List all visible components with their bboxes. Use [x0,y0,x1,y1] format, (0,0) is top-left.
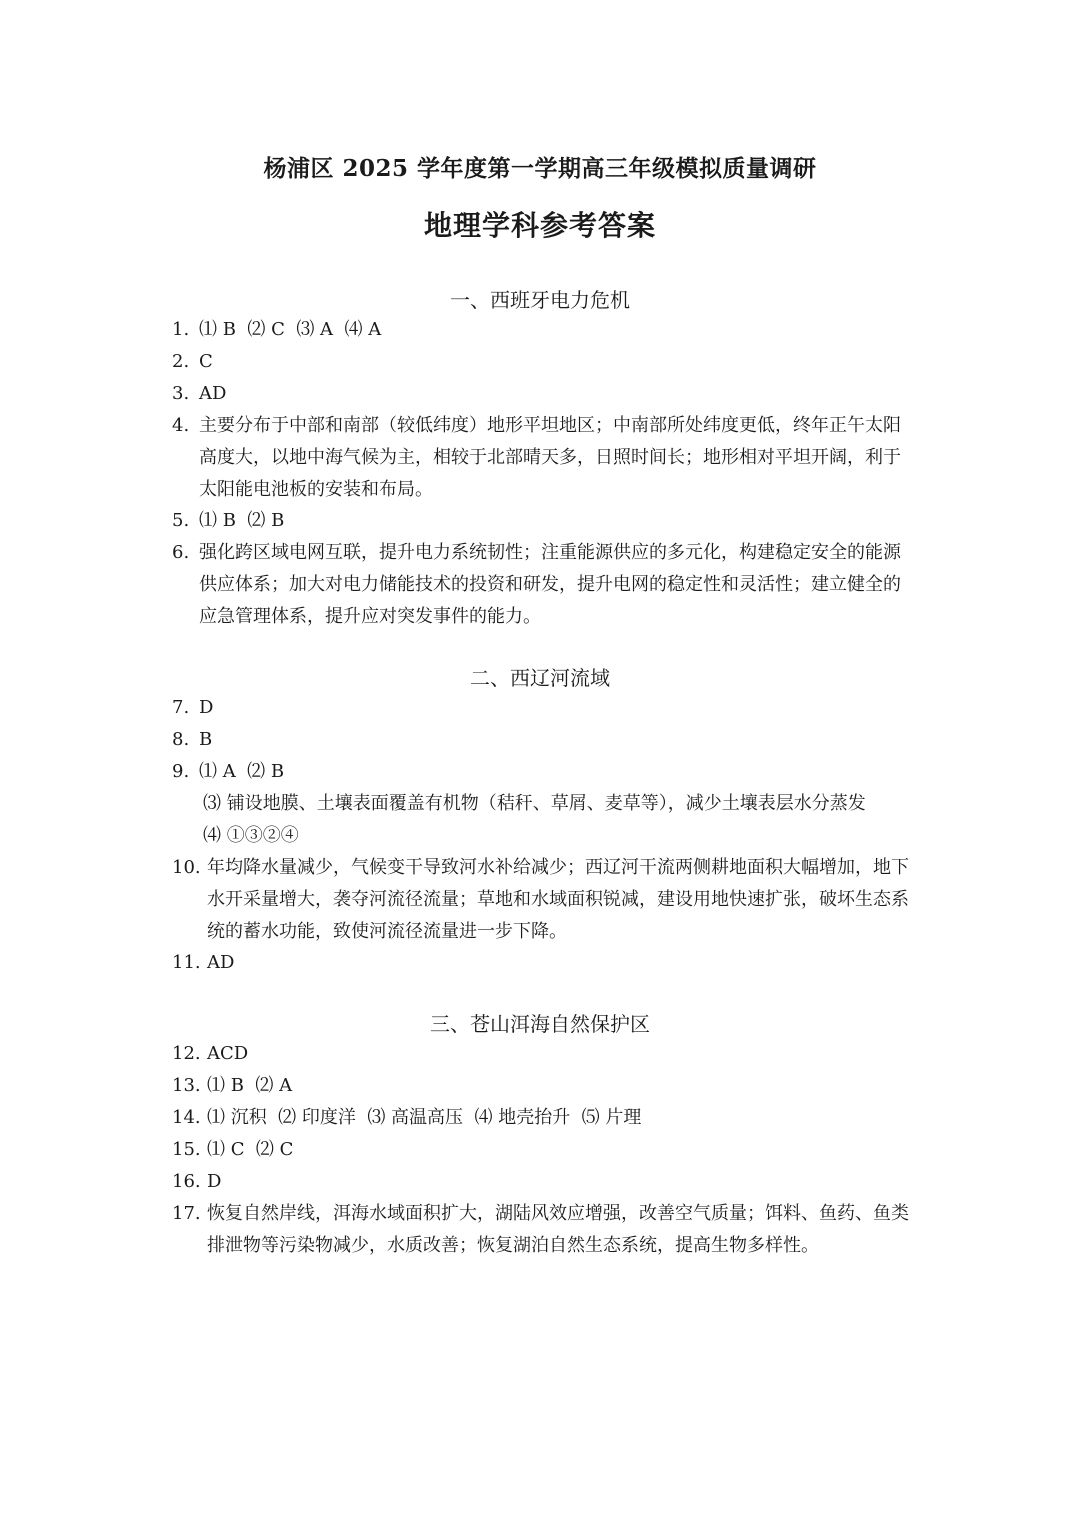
item-text: ⑴ B ⑵ C ⑶ A ⑷ A [199,319,382,340]
answer-item [172,1166,912,1198]
item-number: 17. [172,1203,201,1224]
item-number: 4. [172,415,190,436]
item-text: ⑴ 沉积 ⑵ 印度洋 ⑶ 高温高压 ⑷ 地壳抬升 ⑸ 片理 [207,1107,642,1128]
item-number: 11. [172,952,201,973]
item-number: 8. [172,729,190,750]
document-title: 杨浦区 2025 学年度第一学期高三年级模拟质量调研 [263,155,817,182]
answer-item [172,947,912,979]
item-text: 恢复自然岸线，洱海水域面积扩大，湖陆风效应增强，改善空气质量；饵料、鱼药、鱼类排泄物等污染物减少，水质改善；恢复湖泊自然生态系统，提高生物多样性。 [207,1203,909,1256]
section-heading: 二、西辽河流域 [470,666,610,690]
answer-item [172,852,912,948]
item-text: ⑴ B ⑵ B [199,510,285,531]
item-text: AD [207,952,235,973]
answer-item [172,1134,912,1166]
answer-item [172,1102,912,1134]
answer-item [172,724,912,756]
answer-item [172,378,912,410]
item-number: 14. [172,1107,201,1128]
item-number: 16. [172,1171,201,1192]
answer-item [172,346,912,378]
answer-item [172,1198,912,1262]
item-number: 5. [172,510,190,531]
answer-subitem: ⑷ ①③②④ [203,825,299,846]
item-number: 7. [172,697,190,718]
answer-item [172,1070,912,1102]
item-text: ⑴ B ⑵ A [207,1075,293,1096]
item-text: 强化跨区域电网互联，提升电力系统韧性；注重能源供应的多元化，构建稳定安全的能源供应体系；加大对电力储能技术的投资和研发，提升电网的稳定性和灵活性；建立健全的应急管理体系，提升应对突发事件的能力。 [199,542,901,627]
item-text: B [199,729,213,750]
answer-item [172,756,912,788]
item-text: ACD [207,1043,249,1064]
item-number: 2. [172,351,190,372]
item-number: 13. [172,1075,201,1096]
answer-item [172,410,912,506]
item-text: C [199,351,213,372]
item-text: 年均降水量减少，气候变干导致河水补给减少；西辽河干流两侧耕地面积大幅增加，地下水开采量增大，袭夺河流径流量；草地和水域面积锐减，建设用地快速扩张，破坏生态系统的蓄水功能，致使河流径流量进一步下降。 [207,857,909,942]
item-text: 主要分布于中部和南部（较低纬度）地形平坦地区；中南部所处纬度更低，终年正午太阳高度大，以地中海气候为主，相较于北部晴天多，日照时间长；地形相对平坦开阔，利于太阳能电池板的安装和布局。 [199,415,901,500]
section-heading: 一、西班牙电力危机 [450,288,630,312]
answer-subitem: ⑶ 铺设地膜、土壤表面覆盖有机物（秸秆、草屑、麦草等），减少土壤表层水分蒸发 [203,793,866,814]
item-number: 6. [172,542,190,563]
answer-item [172,1038,912,1070]
item-text: ⑴ A ⑵ B [199,761,285,782]
item-text: D [199,697,214,718]
answer-item [172,692,912,724]
document-subtitle: 地理学科参考答案 [423,209,656,242]
item-number: 3. [172,383,190,404]
item-number: 10. [172,857,201,878]
item-number: 15. [172,1139,201,1160]
item-text: D [207,1171,222,1192]
answer-item [172,537,912,633]
answer-item [172,505,912,537]
answer-item [172,314,912,346]
item-number: 9. [172,761,190,782]
section-heading: 三、苍山洱海自然保护区 [430,1012,650,1036]
item-number: 12. [172,1043,201,1064]
item-text: AD [199,383,227,404]
item-number: 1. [172,319,190,340]
item-text: ⑴ C ⑵ C [207,1139,294,1160]
